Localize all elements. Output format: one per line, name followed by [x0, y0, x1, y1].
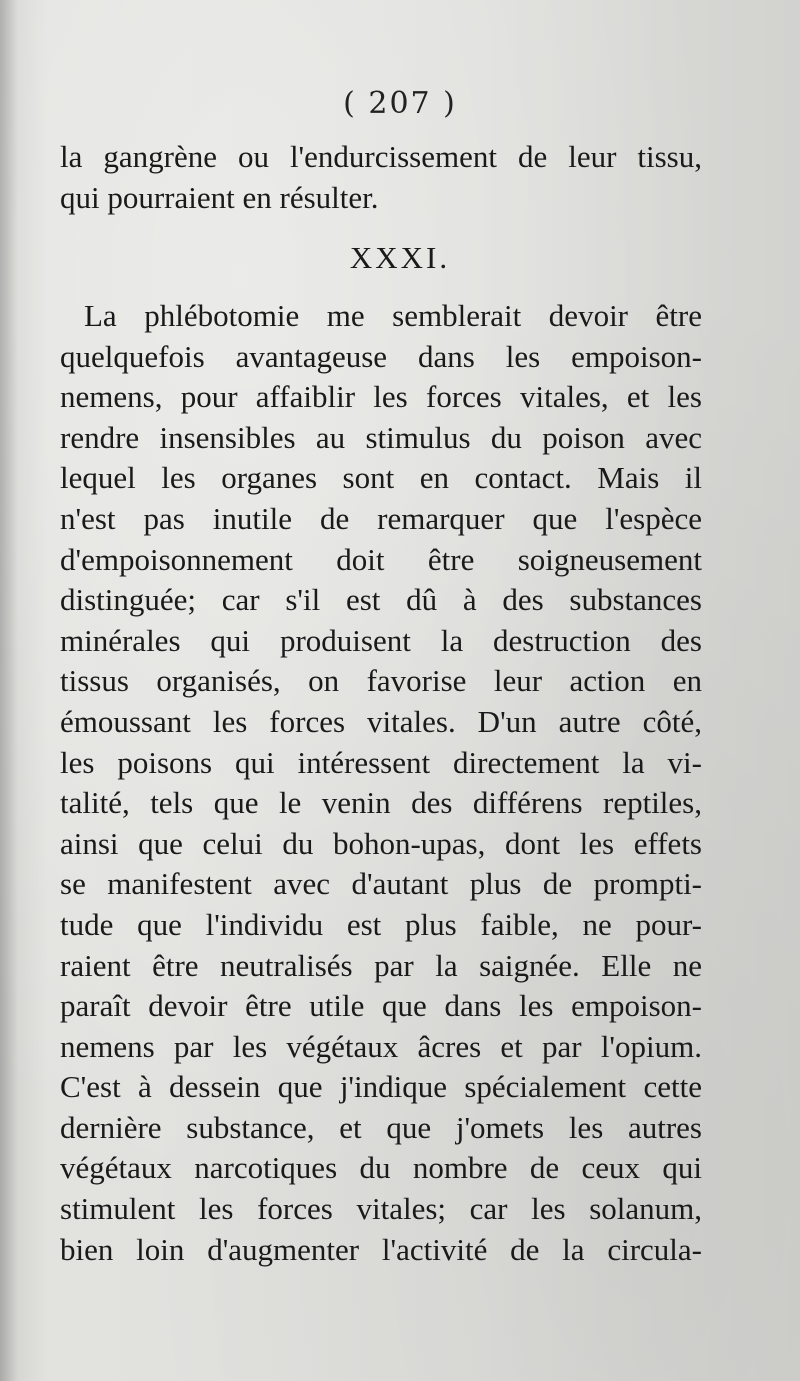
paragraph-line: stimulent les forces vitales; car les solanum,: [60, 1191, 702, 1227]
paragraph-line: La phlébotomie me semblerait devoir être: [84, 298, 702, 333]
intro-line: qui pourraient en résulter.: [60, 179, 379, 215]
paragraph-line: les poisons qui intéressent directement la vi-: [60, 744, 702, 780]
paragraph-line: minérales qui produisent la destruction des: [60, 622, 702, 658]
paragraph-line: distinguée; car s'il est dû à des substances: [60, 582, 702, 618]
paragraph-line: émoussant les forces vitales. D'un autre côté,: [60, 703, 702, 739]
paragraph-line: nemens par les végétaux âcres et par l'opium.: [60, 1028, 702, 1064]
intro-line: la gangrène ou l'endurcissement de leur tissu,: [60, 139, 702, 174]
paragraph-line: quelquefois avantageuse dans les empoison-: [60, 338, 702, 374]
gutter-shadow: [0, 0, 18, 1381]
paragraph-line: se manifestent avec d'autant plus de prompti-: [60, 866, 702, 902]
paragraph-line: tude que l'individu est plus faible, ne pour-: [60, 906, 702, 942]
paragraph-line: dernière substance, et que j'omets les autres: [60, 1109, 702, 1145]
paragraph-line: rendre insensibles au stimulus du poison avec: [60, 419, 702, 455]
paragraph-line: raient être neutralisés par la saignée. Elle ne: [60, 947, 702, 983]
paragraph-line: ainsi que celui du bohon-upas, dont les effets: [60, 825, 702, 861]
paragraph-line: d'empoisonnement doit être soigneusement: [60, 541, 702, 577]
paragraph: [60, 296, 702, 1270]
paragraph-line: lequel les organes sont en contact. Mais il: [60, 460, 702, 496]
paragraph-line: végétaux narcotiques du nombre de ceux qui: [60, 1150, 702, 1186]
paragraph-line: paraît devoir être utile que dans les empoison-: [60, 988, 702, 1024]
page-number-header: ( 207 ): [343, 86, 457, 121]
paragraph-line: talité, tels que le venin des différens reptiles,: [60, 785, 702, 821]
paragraph-line: nemens, pour affaiblir les forces vitales, et les: [60, 379, 702, 415]
paragraph-line: tissus organisés, on favorise leur action en: [60, 663, 702, 699]
paragraph-line: n'est pas inutile de remarquer que l'espèce: [60, 500, 702, 536]
section-heading: XXXI.: [349, 240, 451, 275]
intro-text: [60, 137, 702, 218]
paragraph-line: bien loin d'augmenter l'activité de la circula-: [60, 1231, 702, 1267]
paragraph-line: C'est à dessein que j'indique spécialement cette: [60, 1069, 702, 1105]
